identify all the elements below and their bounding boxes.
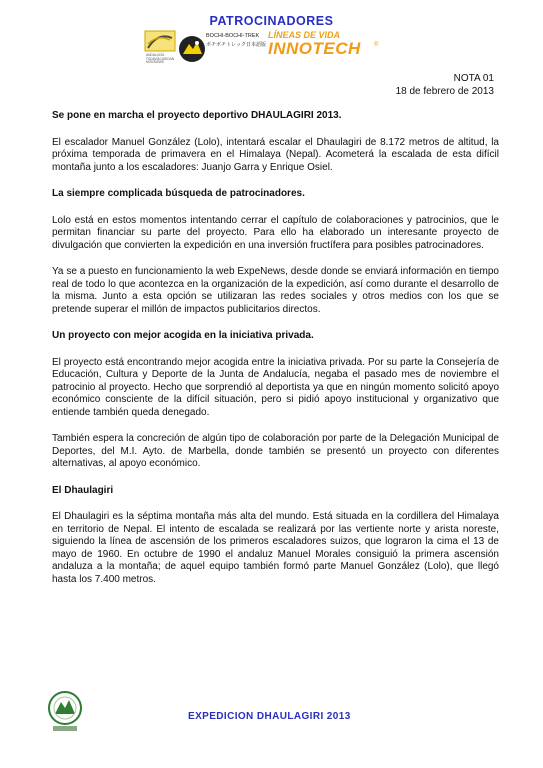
heading-project: Se pone en marcha el proyecto deportivo DHAULAGIRI 2013.: [52, 110, 342, 121]
sponsors-title: PATROCINADORES: [209, 14, 334, 28]
heading-sponsors-search: La siempre complicada búsqueda de patrocinadores.: [52, 188, 305, 199]
bochi-trek-logo: [178, 30, 266, 66]
press-release-body: [52, 110, 499, 600]
paragraph-expenews: Ya se a puesto en funcionamiento la web ExpeNews, desde donde se enviará información en tiempo real de todo lo que acontezca en la organización de la expedición, así como durante el desarrollo de la misma. Junto a esta opción se utilizaran las redes sociales y otros medios con los que se pretende superar el millón de impactos publicitarios directos.: [52, 266, 499, 315]
paragraph-junta: El proyecto está encontrando mejor acogida entre la iniciativa privada. Por su parte la Consejería de Educación, Cultura y Deporte de la Junta de Andalucía, negaba el pasado mes de noviembre el patrocinio al proyecto. Hecho que sorprendió al deportista ya que en ningún momento solicitó apoyo económico consciente de la difícil situación, pero si pidió apoyo institucional y organizativo que entiende también queda denegado.: [52, 356, 499, 418]
note-number: NOTA 01: [453, 73, 494, 84]
bochi-name: BOCHI-BOCHI-TREK: [206, 33, 260, 39]
bochi-japanese-text: ボチボチトレック日本語版: [206, 42, 266, 48]
sponsor-logos: [144, 30, 384, 68]
note-date: 18 de febrero de 2013: [395, 86, 494, 97]
heading-dhaulagiri: El Dhaulagiri: [52, 484, 114, 496]
paragraph-dhaulagiri: El Dhaulagiri es la séptima montaña más alta del mundo. Está situada en la cordillera del Himalaya en territorio de Nepal. El intento de escalada se realizará por las vertiente norte y arista noreste, siguiendo la línea de ascensión de los primeros escaladores suizos, que lograron la cima el 13 de mayo de 1960. En octubre de 1990 el andaluz Manuel Morales consiguió la primera ascensión andaluza a la montaña; de aquel equipo también formó parte Manuel González (Lolo), que llegó hasta los 7.400 metros.: [52, 511, 499, 585]
innotech-name: INNOTECH: [268, 39, 361, 58]
innotech-logo: [258, 30, 388, 66]
heading-private-initiative: Un proyecto con mejor acogida en la iniciativa privada.: [52, 330, 314, 341]
paragraph-marbella: También espera la concreción de algún tipo de colaboración por parte de la Delegación Municipal de Deportes, del M.I. Ayto. de Marbella, donde también se presentó un proyecto con diferentes alternativas, al apoyo económico.: [52, 433, 499, 469]
innotech-tagline: LÍNEAS DE VIDA: [268, 30, 341, 40]
paragraph-climber: El escalador Manuel González (Lolo), intentará escalar el Dhaulagiri de 8.172 metros de altitud, la próxima temporada de primavera en el Himalaya (Nepal). Acometerá la escalada de esta difícil montaña junto a los escaladores: Juanjo Garra y Enrique Osiel.: [52, 136, 499, 173]
note-info: [396, 72, 494, 98]
andalucia-8000-logo: [45, 688, 85, 734]
sponsor-small-text: ANDALUCÍA TODAVÍA QUEDAN MONTAÑAS: [146, 53, 175, 65]
innotech-reg-mark: ®: [374, 42, 379, 48]
paragraph-sponsorship: Lolo está en estos momentos intentando cerrar el capítulo de colaboraciones y patrocinios, que le permitan financiar su parte del proyecto. Para ello ha elaborado un interesante proyecto de divulgación que convierten la expedición en una inversión fructífera para posibles patrocinadores.: [52, 214, 499, 251]
footer-expedition-title: EXPEDICION DHAULAGIRI 2013: [188, 711, 351, 722]
andalucia-sponsor-logo: [144, 30, 176, 66]
